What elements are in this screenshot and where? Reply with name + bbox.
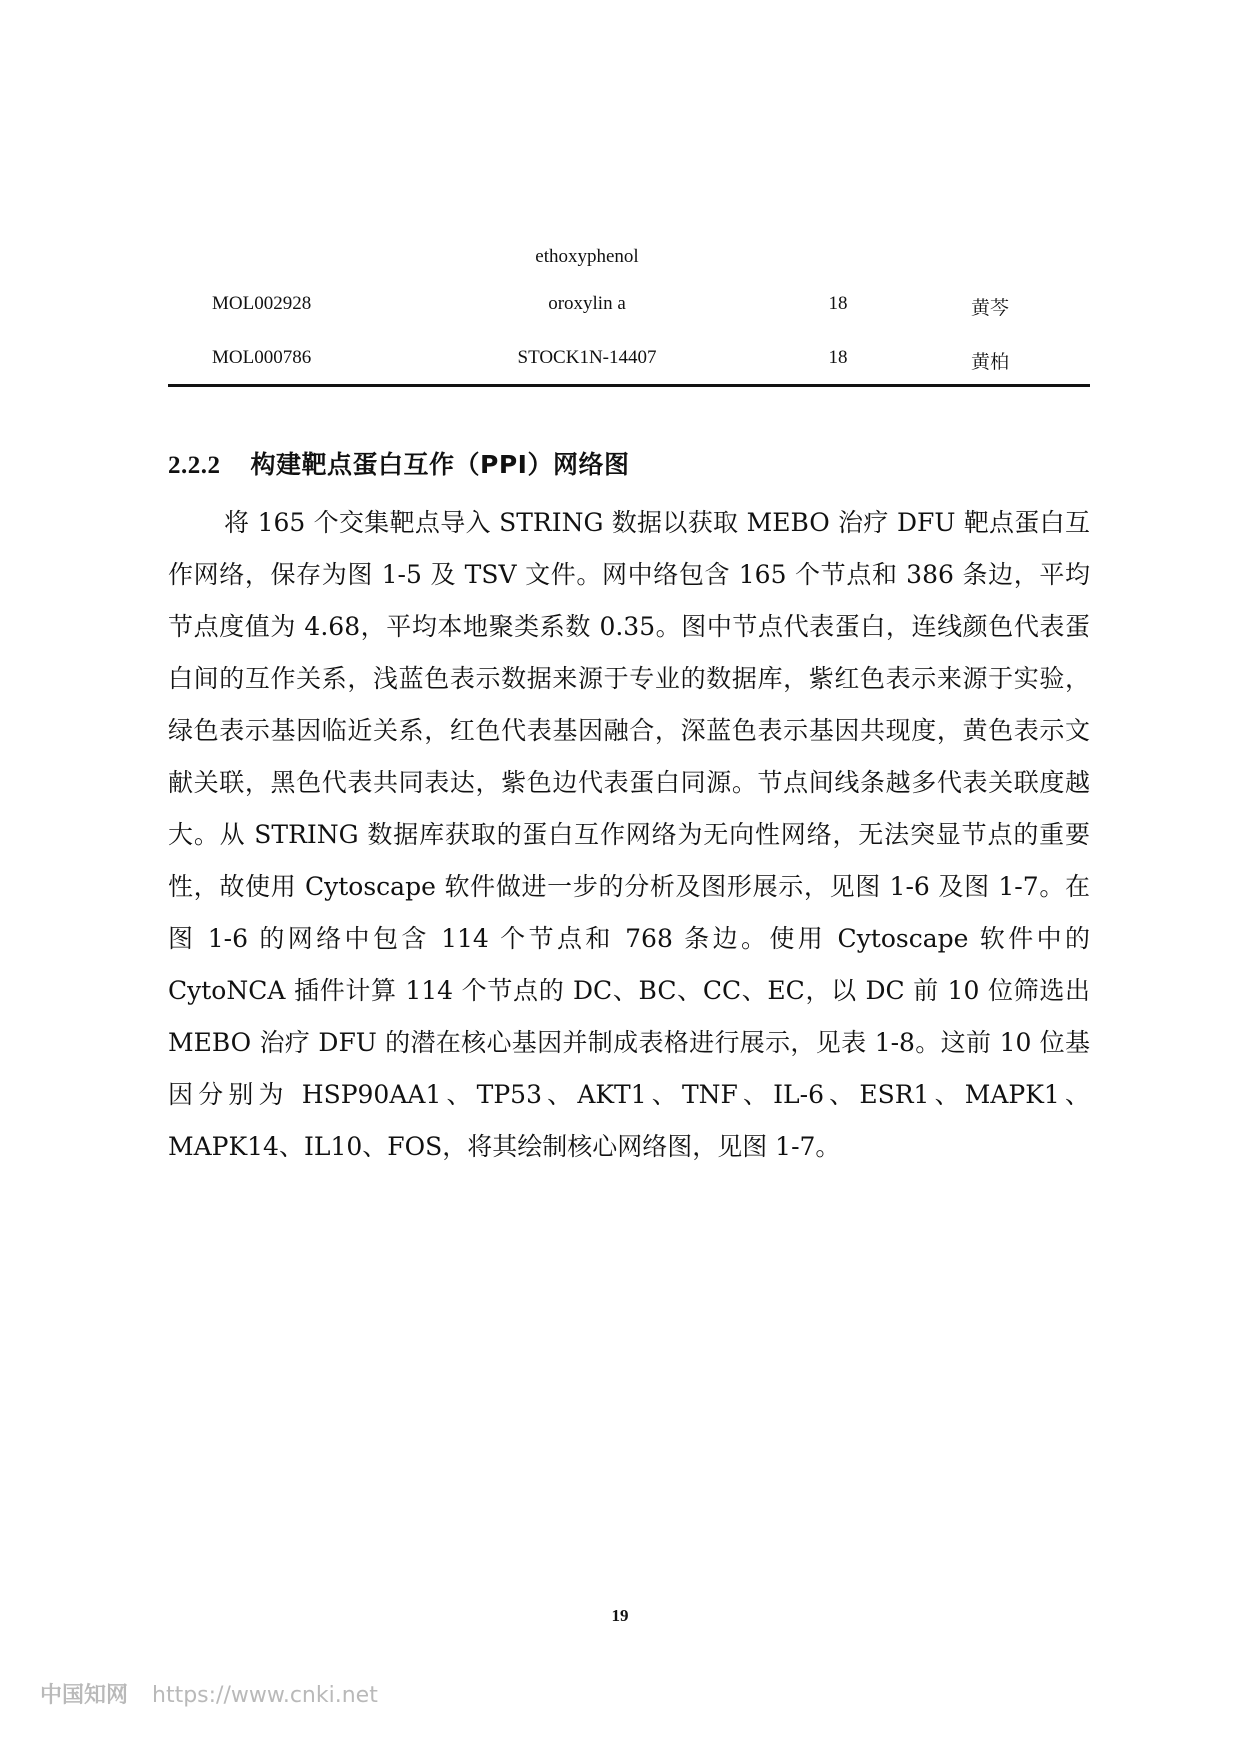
cnki-watermark xyxy=(40,1678,378,1709)
mol-id: MOL002928 xyxy=(212,293,312,314)
compound-name: STOCK1N-14407 xyxy=(517,347,657,368)
table-row xyxy=(168,332,1090,386)
compound-score: 18 xyxy=(828,293,848,314)
section-title: 构建靶点蛋白互作（PPI）网络图 xyxy=(250,450,630,479)
compound-name: oroxylin a xyxy=(548,293,626,314)
body-paragraph: 将 165 个交集靶点导入 STRING 数据以获取 MEBO 治疗 DFU 靶点蛋白互作网络，保存为图 1-5 及 TSV 文件。网中络包含 165 个节点和 386 条边，平均节点度值为 4.68，平均本地聚类系数 0.35。图中节点代表蛋白，连线颜色代表蛋白间的互作关系，浅蓝色表示数据来源于专业的数据库，紫红色表示来源于实验，绿色表示基因临近关系，红色代表基因融合，深蓝色表示基因共现度，黄色表示文献关联，黑色代表共同表达，紫色边代表蛋白同源。节点间线条越多代表关联度越大。从 STRING 数据库获取的蛋白互作网络为无向性网络，无法突显节点的重要性，故使用 Cytoscape 软件做进一步的分析及图形展示，见图 1-6 及图 1-7。在图 1-6 的网络中包含 114 个节点和 768 条边。使用 Cytoscape 软件中的 CytoNCA 插件计算 114 个节点的 DC、BC、CC、EC，以 DC 前 10 位筛选出 MEBO 治疗 DFU 的潜在核心基因并制成表格进行展示，见表 1-8。这前 10 位基因分别为 HSP90AA1、TP53、AKT1、TNF、IL-6、ESR1、MAPK1、MAPK14、IL10、FOS，将其绘制核心网络图，见图 1-7。 xyxy=(168,508,1090,1161)
herb-name: 黄芩 xyxy=(970,297,1009,319)
table-row xyxy=(168,278,1090,332)
section-heading xyxy=(168,445,629,481)
table-continuation-row xyxy=(168,238,1090,278)
watermark-url: https://www.cnki.net xyxy=(152,1683,378,1708)
watermark-name: 中国知网 xyxy=(40,1683,129,1708)
section-number: 2.2.2 xyxy=(168,452,221,479)
herb-name: 黄柏 xyxy=(970,351,1009,373)
compound-name-continuation: ethoxyphenol xyxy=(535,246,639,267)
compound-table xyxy=(168,238,1090,387)
compound-score: 18 xyxy=(828,347,848,368)
page-number: 19 xyxy=(611,1606,629,1625)
mol-id: MOL000786 xyxy=(212,347,312,368)
